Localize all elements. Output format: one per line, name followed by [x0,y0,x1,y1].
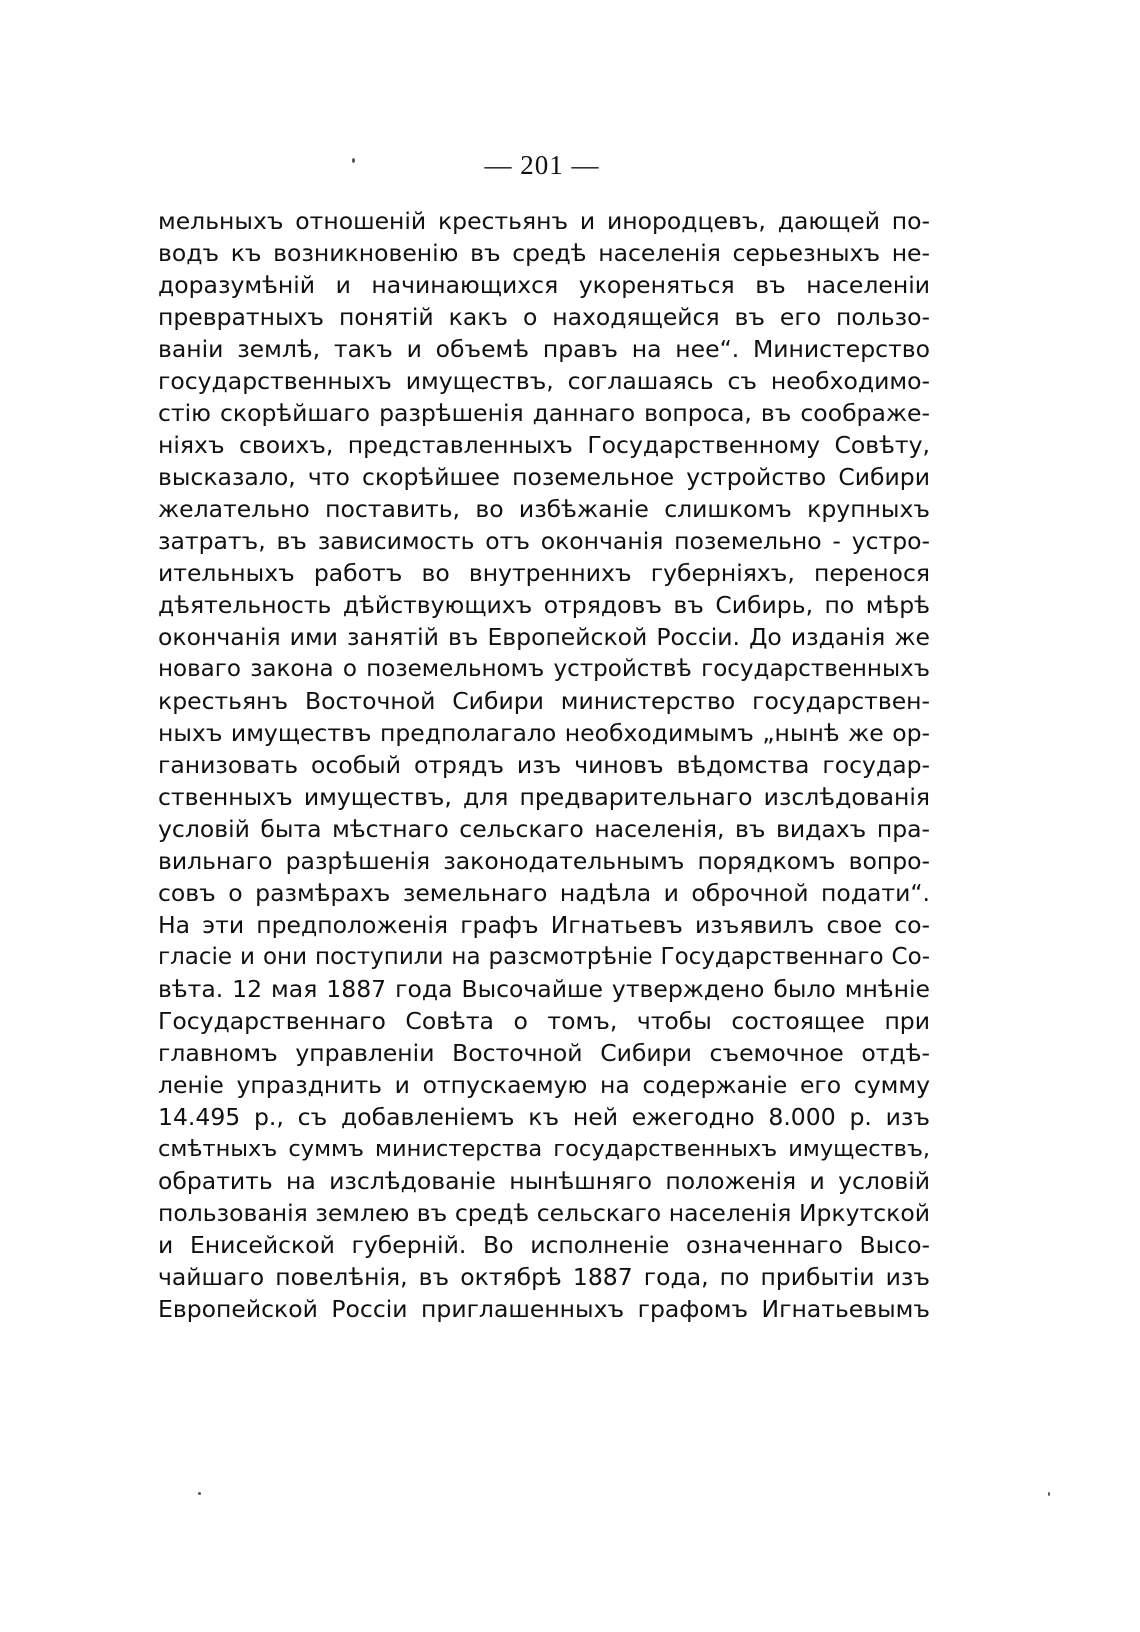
text-line: На эти предположенiя графъ Игнатьевъ изъявилъ свое со- [158,911,930,939]
text-line: 14.495 р., съ добавленiемъ къ ней ежегодно 8.000 р. изъ [158,1103,930,1131]
text-line: обратить на изслѣдованiе нынѣшняго положенiя и условiй [158,1167,930,1195]
text-line: главномъ управленiи Восточной Сибири съемочное отдѣ- [158,1039,930,1067]
text-line: ванiи землѣ, такъ и объемѣ правъ на нее“. Министерство [158,335,930,363]
text-line: ганизовать особый отрядъ изъ чиновъ вѣдомства государ- [158,751,930,779]
text-line: желательно поставить, во избѣжанiе слишкомъ крупныхъ [158,495,930,523]
text-line: государственныхъ имуществъ, соглашаясь съ необходимо- [158,367,930,395]
text-line: Европейской Россiи приглашенныхъ графомъ Игнатьевымъ [158,1295,930,1323]
text-line: крестьянъ Восточной Сибири министерство государствен- [158,687,930,715]
text-line: нiяхъ своихъ, представленныхъ Государственному Совѣту, [158,431,930,459]
text-line: мельныхъ отношенiй крестьянъ и инородцевъ, дающей по- [158,207,930,235]
text-line: ныхъ имуществъ предполагало необходимымъ „нынѣ же ор- [158,719,930,747]
text-line: чайшаго повелѣнiя, въ октябрѣ 1887 года, по прибытiи изъ [158,1263,930,1291]
text-line: вильнаго разрѣшенiя законодательнымъ порядкомъ вопро- [158,847,930,875]
scan-speck [198,1492,201,1495]
text-line: совъ о размѣрахъ земельнаго надѣла и оброчной подати“. [158,879,930,907]
text-line: превратныхъ понятiй какъ о находящейся въ его пользо- [158,303,930,331]
text-line: новаго закона о поземельномъ устройствѣ государственныхъ [158,656,930,682]
text-line: и Енисейской губернiй. Во исполненiе означеннаго Высо- [158,1231,930,1259]
text-line: высказало, что скорѣйшее поземельное устройство Сибири [158,463,930,491]
page-number: — 201 — [484,150,600,180]
text-line: смѣтныхъ суммъ министерства государственныхъ имуществъ, [158,1136,930,1162]
text-line: Государственнаго Совѣта о томъ, чтобы состоящее при [158,1007,930,1035]
text-line: гласiе и они поступили на разсмотрѣнiе Государственнаго Со- [158,944,930,970]
text-line: ленiе упразднить и отпускаемую на содержанiе его сумму [158,1071,930,1099]
text-line: пользованiя землею въ средѣ сельскаго населенiя Иркутской [158,1199,930,1227]
text-line: окончанiя ими занятiй въ Европейской Россiи. До изданiя же [158,623,930,651]
text-line: водъ къ возникновенiю въ средѣ населенiя серьезныхъ не- [158,239,930,267]
body-text [158,205,930,1325]
text-line: вѣта. 12 мая 1887 года Высочайше утверждено было мнѣнiе [158,975,930,1003]
scan-speck [1048,1492,1050,1496]
text-line: дѣятельность дѣйствующихъ отрядовъ въ Сибирь, по мѣрѣ [158,591,930,619]
text-line: затратъ, въ зависимость отъ окончанiя поземельно - устро- [158,527,930,555]
text-line: доразумѣнiй и начинающихся укореняться въ населенiи [158,271,930,299]
text-line: ительныхъ работъ во внутреннихъ губернiяхъ, перенося [158,559,930,587]
text-line: ственныхъ имуществъ, для предварительнаго изслѣдованiя [158,783,930,811]
text-line: условiй быта мѣстнаго сельскаго населенiя, въ видахъ пра- [158,815,930,843]
scan-speck [352,158,355,163]
text-line: стiю скорѣйшаго разрѣшенiя даннаго вопроса, въ соображе- [158,399,930,427]
